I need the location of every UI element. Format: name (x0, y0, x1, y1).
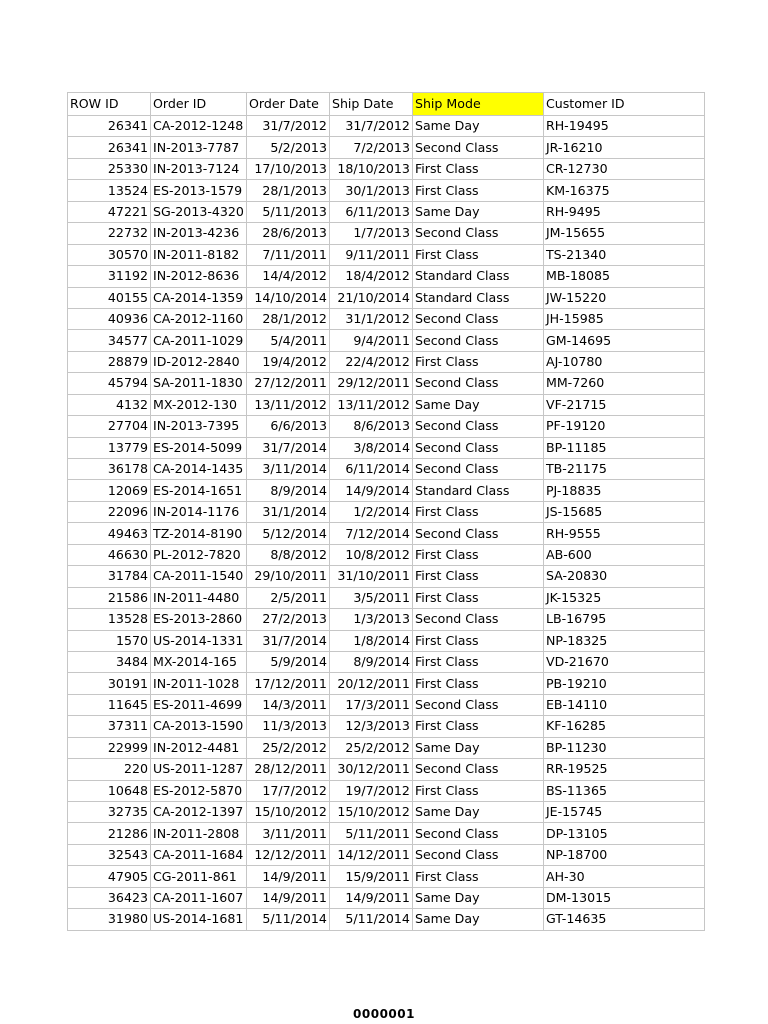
table-row (68, 566, 705, 587)
customer-id-cell[interactable]: JW-15220 (543, 287, 704, 308)
table-row (68, 459, 705, 480)
customer-id-cell[interactable]: MB-18085 (543, 266, 704, 287)
ship-date-cell[interactable]: 5/11/2011 (329, 823, 412, 844)
order-date-cell[interactable]: 27/2/2013 (246, 609, 329, 630)
customer-id-cell[interactable]: SA-20830 (543, 566, 704, 587)
order-date-cell[interactable]: 14/10/2014 (246, 287, 329, 308)
ship-date-cell[interactable]: 6/11/2013 (329, 201, 412, 222)
order-date-cell[interactable]: 17/7/2012 (246, 780, 329, 801)
ship-date-cell[interactable]: 30/1/2013 (329, 180, 412, 201)
ship-date-cell[interactable]: 21/10/2014 (329, 287, 412, 308)
table-row (68, 394, 705, 415)
ship-date-cell[interactable]: 15/10/2012 (329, 802, 412, 823)
order-id-cell[interactable]: ES-2013-2860 (151, 609, 247, 630)
page-number: 0000001 (353, 1007, 415, 1021)
table-row (68, 909, 705, 930)
customer-id-cell[interactable]: BS-11365 (543, 780, 704, 801)
ship-date-cell[interactable]: 8/6/2013 (329, 416, 412, 437)
customer-id-cell[interactable]: JK-15325 (543, 587, 704, 608)
customer-id-cell[interactable]: NP-18325 (543, 630, 704, 651)
ship-date-cell[interactable]: 12/3/2013 (329, 716, 412, 737)
ship-date-cell[interactable]: 3/5/2011 (329, 587, 412, 608)
order-id-cell[interactable]: IN-2012-4481 (151, 737, 247, 758)
order-date-cell[interactable]: 25/2/2012 (246, 737, 329, 758)
row-id-cell[interactable]: 11645 (68, 694, 151, 715)
customer-id-cell[interactable]: JR-16210 (543, 137, 704, 158)
customer-id-cell[interactable]: PB-19210 (543, 673, 704, 694)
row-id-cell[interactable]: 1570 (68, 630, 151, 651)
order-date-cell[interactable]: 14/9/2011 (246, 866, 329, 887)
order-date-cell[interactable]: 28/12/2011 (246, 759, 329, 780)
ship-date-cell[interactable]: 17/3/2011 (329, 694, 412, 715)
ship-date-cell[interactable]: 10/8/2012 (329, 544, 412, 565)
row-id-cell[interactable]: 47221 (68, 201, 151, 222)
order-date-cell[interactable]: 31/7/2014 (246, 630, 329, 651)
ship-date-cell[interactable]: 14/9/2011 (329, 887, 412, 908)
order-id-cell[interactable]: ID-2012-2840 (151, 351, 247, 372)
ship-mode-cell[interactable]: Second Class (412, 437, 543, 458)
table-row (68, 673, 705, 694)
row-id-cell[interactable]: 34577 (68, 330, 151, 351)
row-id-cell[interactable]: 32735 (68, 802, 151, 823)
customer-id-cell[interactable]: RH-9495 (543, 201, 704, 222)
ship-mode-cell[interactable]: First Class (412, 716, 543, 737)
ship-mode-cell[interactable]: Same Day (412, 201, 543, 222)
order-date-cell[interactable]: 8/9/2014 (246, 480, 329, 501)
ship-date-cell[interactable]: 5/11/2014 (329, 909, 412, 930)
ship-mode-cell[interactable]: Standard Class (412, 480, 543, 501)
row-id-cell[interactable]: 26341 (68, 137, 151, 158)
order-id-cell[interactable]: ES-2013-1579 (151, 180, 247, 201)
table-row (68, 180, 705, 201)
header-row-id[interactable]: ROW ID (68, 93, 151, 116)
ship-mode-cell[interactable]: Second Class (412, 844, 543, 865)
customer-id-cell[interactable]: DP-13105 (543, 823, 704, 844)
order-date-cell[interactable]: 3/11/2011 (246, 823, 329, 844)
row-id-cell[interactable]: 46630 (68, 544, 151, 565)
row-id-cell[interactable]: 22096 (68, 501, 151, 522)
customer-id-cell[interactable]: RR-19525 (543, 759, 704, 780)
table-row (68, 780, 705, 801)
ship-date-cell[interactable]: 1/7/2013 (329, 223, 412, 244)
header-ship-date[interactable]: Ship Date (329, 93, 412, 116)
order-date-cell[interactable]: 12/12/2011 (246, 844, 329, 865)
order-id-cell[interactable]: CA-2011-1029 (151, 330, 247, 351)
order-date-cell[interactable]: 14/4/2012 (246, 266, 329, 287)
row-id-cell[interactable]: 36178 (68, 459, 151, 480)
ship-mode-cell[interactable]: Second Class (412, 308, 543, 329)
customer-id-cell[interactable]: VF-21715 (543, 394, 704, 415)
order-date-cell[interactable]: 29/10/2011 (246, 566, 329, 587)
ship-mode-cell[interactable]: First Class (412, 866, 543, 887)
ship-mode-cell[interactable]: Same Day (412, 116, 543, 137)
ship-date-cell[interactable]: 9/11/2011 (329, 244, 412, 265)
header-row (68, 93, 705, 116)
order-id-cell[interactable]: CA-2012-1160 (151, 308, 247, 329)
table-row (68, 244, 705, 265)
ship-mode-cell[interactable]: First Class (412, 780, 543, 801)
ship-mode-cell[interactable]: Standard Class (412, 287, 543, 308)
order-date-cell[interactable]: 31/1/2014 (246, 501, 329, 522)
customer-id-cell[interactable]: TS-21340 (543, 244, 704, 265)
table-row (68, 694, 705, 715)
order-id-cell[interactable]: CA-2014-1435 (151, 459, 247, 480)
ship-mode-cell[interactable]: Second Class (412, 459, 543, 480)
customer-id-cell[interactable]: GT-14635 (543, 909, 704, 930)
customer-id-cell[interactable]: DM-13015 (543, 887, 704, 908)
row-id-cell[interactable]: 10648 (68, 780, 151, 801)
row-id-cell[interactable]: 13779 (68, 437, 151, 458)
row-id-cell[interactable]: 13528 (68, 609, 151, 630)
customer-id-cell[interactable]: RH-9555 (543, 523, 704, 544)
ship-mode-cell[interactable]: First Class (412, 566, 543, 587)
order-date-cell[interactable]: 28/1/2012 (246, 308, 329, 329)
table-row (68, 480, 705, 501)
customer-id-cell[interactable]: JM-15655 (543, 223, 704, 244)
customer-id-cell[interactable]: TB-21175 (543, 459, 704, 480)
order-id-cell[interactable]: TZ-2014-8190 (151, 523, 247, 544)
ship-date-cell[interactable]: 8/9/2014 (329, 651, 412, 672)
order-id-cell[interactable]: ES-2014-1651 (151, 480, 247, 501)
table-row (68, 501, 705, 522)
order-id-cell[interactable]: CA-2012-1248 (151, 116, 247, 137)
ship-mode-cell[interactable]: Same Day (412, 802, 543, 823)
table-row (68, 651, 705, 672)
table-row (68, 866, 705, 887)
ship-mode-cell[interactable]: Second Class (412, 759, 543, 780)
customer-id-cell[interactable]: AJ-10780 (543, 351, 704, 372)
order-id-cell[interactable]: CA-2011-1540 (151, 566, 247, 587)
ship-mode-cell[interactable]: First Class (412, 630, 543, 651)
customer-id-cell[interactable]: JH-15985 (543, 308, 704, 329)
table-row (68, 287, 705, 308)
order-date-cell[interactable]: 5/12/2014 (246, 523, 329, 544)
customer-id-cell[interactable]: PF-19120 (543, 416, 704, 437)
ship-mode-cell[interactable]: First Class (412, 351, 543, 372)
ship-mode-cell[interactable]: Second Class (412, 823, 543, 844)
row-id-cell[interactable]: 30191 (68, 673, 151, 694)
order-id-cell[interactable]: ES-2011-4699 (151, 694, 247, 715)
table-row (68, 737, 705, 758)
row-id-cell[interactable]: 37311 (68, 716, 151, 737)
ship-mode-cell[interactable]: Standard Class (412, 266, 543, 287)
order-date-cell[interactable]: 6/6/2013 (246, 416, 329, 437)
table-row (68, 201, 705, 222)
row-id-cell[interactable]: 49463 (68, 523, 151, 544)
table-row (68, 887, 705, 908)
ship-date-cell[interactable]: 25/2/2012 (329, 737, 412, 758)
order-date-cell[interactable]: 28/6/2013 (246, 223, 329, 244)
order-date-cell[interactable]: 8/8/2012 (246, 544, 329, 565)
order-id-cell[interactable]: IN-2013-7787 (151, 137, 247, 158)
row-id-cell[interactable]: 31980 (68, 909, 151, 930)
order-id-cell[interactable]: US-2014-1331 (151, 630, 247, 651)
customer-id-cell[interactable]: JS-15685 (543, 501, 704, 522)
row-id-cell[interactable]: 45794 (68, 373, 151, 394)
ship-mode-cell[interactable]: Same Day (412, 394, 543, 415)
ship-mode-cell[interactable]: First Class (412, 673, 543, 694)
ship-date-cell[interactable]: 19/7/2012 (329, 780, 412, 801)
ship-date-cell[interactable]: 15/9/2011 (329, 866, 412, 887)
ship-date-cell[interactable]: 30/12/2011 (329, 759, 412, 780)
table-row (68, 802, 705, 823)
order-id-cell[interactable]: ES-2014-5099 (151, 437, 247, 458)
order-date-cell[interactable]: 31/7/2014 (246, 437, 329, 458)
ship-mode-cell[interactable]: Second Class (412, 523, 543, 544)
ship-date-cell[interactable]: 1/2/2014 (329, 501, 412, 522)
ship-mode-cell[interactable]: Second Class (412, 137, 543, 158)
row-id-cell[interactable]: 31192 (68, 266, 151, 287)
row-id-cell[interactable]: 22999 (68, 737, 151, 758)
header-order-date[interactable]: Order Date (246, 93, 329, 116)
row-id-cell[interactable]: 36423 (68, 887, 151, 908)
table-row (68, 544, 705, 565)
order-date-cell[interactable]: 31/7/2012 (246, 116, 329, 137)
ship-mode-cell[interactable]: First Class (412, 651, 543, 672)
order-id-cell[interactable]: CA-2011-1607 (151, 887, 247, 908)
row-id-cell[interactable]: 4132 (68, 394, 151, 415)
order-date-cell[interactable]: 11/3/2013 (246, 716, 329, 737)
order-id-cell[interactable]: PL-2012-7820 (151, 544, 247, 565)
customer-id-cell[interactable]: NP-18700 (543, 844, 704, 865)
row-id-cell[interactable]: 47905 (68, 866, 151, 887)
ship-date-cell[interactable]: 7/12/2014 (329, 523, 412, 544)
order-date-cell[interactable]: 14/3/2011 (246, 694, 329, 715)
ship-mode-cell[interactable]: Second Class (412, 609, 543, 630)
order-date-cell[interactable]: 5/11/2014 (246, 909, 329, 930)
customer-id-cell[interactable]: AH-30 (543, 866, 704, 887)
ship-mode-cell[interactable]: First Class (412, 544, 543, 565)
order-id-cell[interactable]: IN-2011-1028 (151, 673, 247, 694)
ship-date-cell[interactable]: 18/10/2013 (329, 158, 412, 179)
order-id-cell[interactable]: IN-2014-1176 (151, 501, 247, 522)
table-row (68, 823, 705, 844)
row-id-cell[interactable]: 26341 (68, 116, 151, 137)
ship-date-cell[interactable]: 9/4/2011 (329, 330, 412, 351)
order-id-cell[interactable]: SA-2011-1830 (151, 373, 247, 394)
table-row (68, 351, 705, 372)
order-id-cell[interactable]: IN-2011-8182 (151, 244, 247, 265)
customer-id-cell[interactable]: RH-19495 (543, 116, 704, 137)
customer-id-cell[interactable]: JE-15745 (543, 802, 704, 823)
customer-id-cell[interactable]: BP-11230 (543, 737, 704, 758)
order-id-cell[interactable]: US-2014-1681 (151, 909, 247, 930)
customer-id-cell[interactable]: KF-16285 (543, 716, 704, 737)
order-date-cell[interactable]: 2/5/2011 (246, 587, 329, 608)
order-id-cell[interactable]: MX-2012-130 (151, 394, 247, 415)
order-date-cell[interactable]: 28/1/2013 (246, 180, 329, 201)
customer-id-cell[interactable]: PJ-18835 (543, 480, 704, 501)
ship-date-cell[interactable]: 13/11/2012 (329, 394, 412, 415)
row-id-cell[interactable]: 30570 (68, 244, 151, 265)
order-id-cell[interactable]: IN-2011-4480 (151, 587, 247, 608)
ship-mode-cell[interactable]: Same Day (412, 909, 543, 930)
table-row (68, 158, 705, 179)
row-id-cell[interactable]: 22732 (68, 223, 151, 244)
header-order-id[interactable]: Order ID (151, 93, 247, 116)
table-row (68, 523, 705, 544)
ship-date-cell[interactable]: 22/4/2012 (329, 351, 412, 372)
row-id-cell[interactable]: 12069 (68, 480, 151, 501)
ship-date-cell[interactable]: 1/3/2013 (329, 609, 412, 630)
row-id-cell[interactable]: 21586 (68, 587, 151, 608)
row-id-cell[interactable]: 21286 (68, 823, 151, 844)
order-date-cell[interactable]: 17/12/2011 (246, 673, 329, 694)
ship-date-cell[interactable]: 31/7/2012 (329, 116, 412, 137)
order-id-cell[interactable]: IN-2011-2808 (151, 823, 247, 844)
table-row (68, 373, 705, 394)
ship-mode-cell[interactable]: First Class (412, 180, 543, 201)
table-row (68, 716, 705, 737)
ship-mode-cell[interactable]: Second Class (412, 330, 543, 351)
ship-mode-cell[interactable]: Second Class (412, 373, 543, 394)
customer-id-cell[interactable]: VD-21670 (543, 651, 704, 672)
table-row (68, 330, 705, 351)
ship-date-cell[interactable]: 6/11/2014 (329, 459, 412, 480)
order-id-cell[interactable]: US-2011-1287 (151, 759, 247, 780)
ship-date-cell[interactable]: 14/9/2014 (329, 480, 412, 501)
row-id-cell[interactable]: 40936 (68, 308, 151, 329)
ship-mode-cell[interactable]: First Class (412, 501, 543, 522)
order-date-cell[interactable]: 19/4/2012 (246, 351, 329, 372)
order-id-cell[interactable]: CA-2012-1397 (151, 802, 247, 823)
row-id-cell[interactable]: 3484 (68, 651, 151, 672)
order-id-cell[interactable]: MX-2014-165 (151, 651, 247, 672)
ship-date-cell[interactable]: 31/10/2011 (329, 566, 412, 587)
customer-id-cell[interactable]: CR-12730 (543, 158, 704, 179)
order-date-cell[interactable]: 15/10/2012 (246, 802, 329, 823)
row-id-cell[interactable]: 40155 (68, 287, 151, 308)
order-date-cell[interactable]: 5/11/2013 (246, 201, 329, 222)
customer-id-cell[interactable]: LB-16795 (543, 609, 704, 630)
order-date-cell[interactable]: 14/9/2011 (246, 887, 329, 908)
header-customer-id[interactable]: Customer ID (543, 93, 704, 116)
table-row (68, 630, 705, 651)
row-id-cell[interactable]: 25330 (68, 158, 151, 179)
ship-mode-cell[interactable]: Same Day (412, 887, 543, 908)
table-row (68, 137, 705, 158)
order-id-cell[interactable]: CG-2011-861 (151, 866, 247, 887)
table-row (68, 437, 705, 458)
order-id-cell[interactable]: IN-2013-7124 (151, 158, 247, 179)
ship-date-cell[interactable]: 1/8/2014 (329, 630, 412, 651)
ship-date-cell[interactable]: 29/12/2011 (329, 373, 412, 394)
table-body (68, 116, 705, 931)
table-row (68, 759, 705, 780)
spreadsheet (67, 92, 705, 931)
order-date-cell[interactable]: 7/11/2011 (246, 244, 329, 265)
order-date-cell[interactable]: 5/9/2014 (246, 651, 329, 672)
table-row (68, 587, 705, 608)
order-id-cell[interactable]: CA-2013-1590 (151, 716, 247, 737)
order-date-cell[interactable]: 17/10/2013 (246, 158, 329, 179)
customer-id-cell[interactable]: GM-14695 (543, 330, 704, 351)
row-id-cell[interactable]: 13524 (68, 180, 151, 201)
ship-mode-cell[interactable]: First Class (412, 587, 543, 608)
row-id-cell[interactable]: 32543 (68, 844, 151, 865)
table-row (68, 223, 705, 244)
customer-id-cell[interactable]: BP-11185 (543, 437, 704, 458)
order-id-cell[interactable]: IN-2013-4236 (151, 223, 247, 244)
order-id-cell[interactable]: SG-2013-4320 (151, 201, 247, 222)
table-row (68, 308, 705, 329)
ship-mode-cell[interactable]: Second Class (412, 416, 543, 437)
customer-id-cell[interactable]: KM-16375 (543, 180, 704, 201)
order-date-cell[interactable]: 5/4/2011 (246, 330, 329, 351)
ship-date-cell[interactable]: 3/8/2014 (329, 437, 412, 458)
row-id-cell[interactable]: 27704 (68, 416, 151, 437)
row-id-cell[interactable]: 220 (68, 759, 151, 780)
ship-date-cell[interactable]: 20/12/2011 (329, 673, 412, 694)
orders-table (67, 92, 705, 931)
order-id-cell[interactable]: IN-2012-8636 (151, 266, 247, 287)
header-ship-mode[interactable]: Ship Mode (412, 93, 543, 116)
table-row (68, 266, 705, 287)
ship-date-cell[interactable]: 18/4/2012 (329, 266, 412, 287)
ship-mode-cell[interactable]: Second Class (412, 694, 543, 715)
table-row (68, 416, 705, 437)
customer-id-cell[interactable]: AB-600 (543, 544, 704, 565)
table-row (68, 844, 705, 865)
ship-mode-cell[interactable]: First Class (412, 158, 543, 179)
ship-mode-cell[interactable]: Same Day (412, 737, 543, 758)
table-row (68, 116, 705, 137)
ship-date-cell[interactable]: 14/12/2011 (329, 844, 412, 865)
order-date-cell[interactable]: 3/11/2014 (246, 459, 329, 480)
order-id-cell[interactable]: ES-2012-5870 (151, 780, 247, 801)
order-date-cell[interactable]: 5/2/2013 (246, 137, 329, 158)
customer-id-cell[interactable]: MM-7260 (543, 373, 704, 394)
ship-date-cell[interactable]: 31/1/2012 (329, 308, 412, 329)
customer-id-cell[interactable]: EB-14110 (543, 694, 704, 715)
table-row (68, 609, 705, 630)
order-date-cell[interactable]: 13/11/2012 (246, 394, 329, 415)
row-id-cell[interactable]: 28879 (68, 351, 151, 372)
ship-date-cell[interactable]: 7/2/2013 (329, 137, 412, 158)
row-id-cell[interactable]: 31784 (68, 566, 151, 587)
order-id-cell[interactable]: IN-2013-7395 (151, 416, 247, 437)
order-id-cell[interactable]: CA-2014-1359 (151, 287, 247, 308)
ship-mode-cell[interactable]: Second Class (412, 223, 543, 244)
order-date-cell[interactable]: 27/12/2011 (246, 373, 329, 394)
ship-mode-cell[interactable]: First Class (412, 244, 543, 265)
order-id-cell[interactable]: CA-2011-1684 (151, 844, 247, 865)
